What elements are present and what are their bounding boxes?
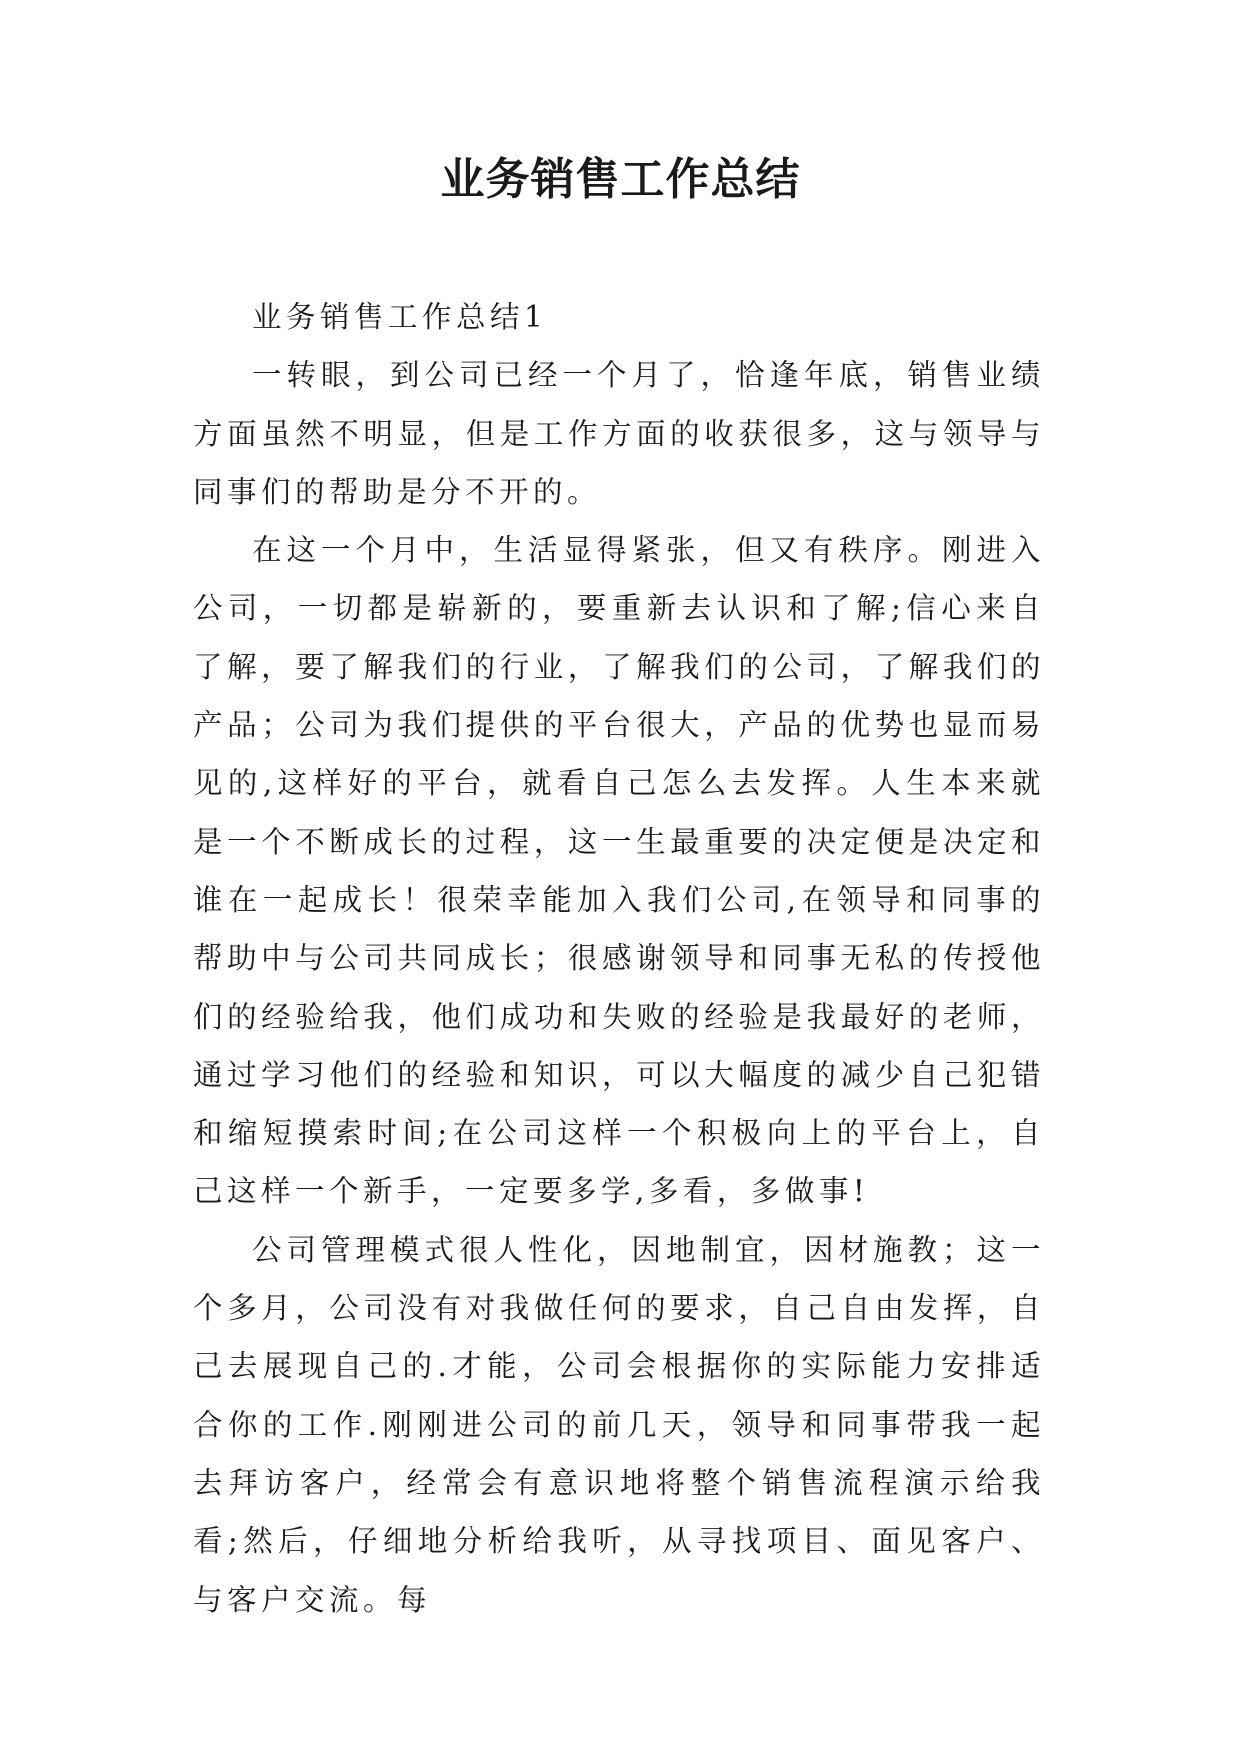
document-title: 业务销售工作总结 (440, 154, 801, 205)
document-body (193, 288, 1045, 1629)
paragraph: 公司管理模式很人性化，因地制宜，因材施教；这一个多月，公司没有对我做任何的要求，自己自由发挥，自己去展现自己的.才能，公司会根据你的实际能力安排适合你的工作.刚刚进公司的前几天，领导和同事带我一起去拜访客户，经常会有意识地将整个销售流程演示给我看;然后，仔细地分析给我听，从寻找项目、面见客户、与客户交流。每 (193, 1232, 1045, 1617)
paragraph: 一转眼，到公司已经一个月了，恰逢年底，销售业绩方面虽然不明显，但是工作方面的收获很多，这与领导与同事们的帮助是分不开的。 (193, 358, 1045, 509)
section-heading: 业务销售工作总结1 (252, 300, 548, 334)
paragraph: 在这一个月中，生活显得紧张，但又有秩序。刚进入公司，一切都是崭新的，要重新去认识和了解;信心来自了解，要了解我们的行业，了解我们的公司，了解我们的产品；公司为我们提供的平台很大，产品的优势也显而易见的,这样好的平台，就看自己怎么去发挥。人生本来就是一个不断成长的过程，这一生最重要的决定便是决定和谁在一起成长！很荣幸能加入我们公司,在领导和同事的帮助中与公司共同成长；很感谢领导和同事无私的传授他们的经验给我，他们成功和失败的经验是我最好的老师，通过学习他们的经验和知识，可以大幅度的减少自己犯错和缩短摸索时间;在公司这样一个积极向上的平台上，自己这样一个新手，一定要多学,多看，多做事! (193, 533, 1045, 1209)
